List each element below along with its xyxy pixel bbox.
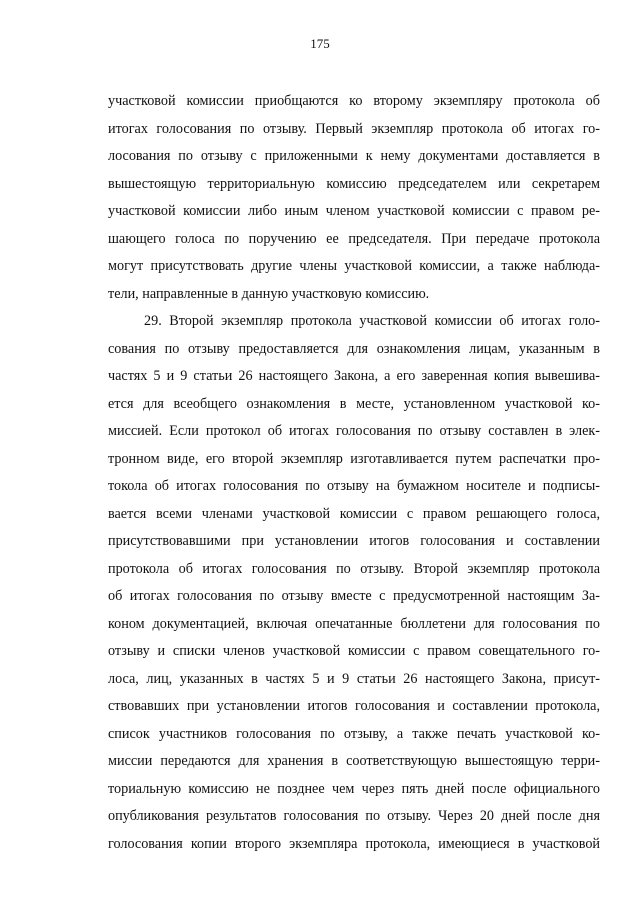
text-line: шающего голоса по поручению ее председателя. При передаче протокола: [108, 230, 600, 247]
text-line: лоса, лиц, указанных в частях 5 и 9 статьи 26 настоящего Закона, присут-: [108, 670, 600, 687]
text-line: голосования копии второго экземпляра протокола, имеющиеся в участковой: [108, 835, 600, 852]
text-line: отзыву и списки членов участковой комиссии с правом совещательного го-: [108, 643, 600, 659]
text-line: тронном виде, его второй экземпляр изготавливается путем распечатки про-: [108, 450, 600, 467]
text-line: вается всеми членами участковой комиссии с правом решающего голоса,: [108, 505, 600, 522]
text-line: сования по отзыву предоставляется для ознакомления лицам, указанным в: [108, 340, 600, 357]
text-line: миссии передаются для хранения в соответствующую вышестоящую терри-: [108, 753, 600, 769]
text-line: ствовавших при установлении итогов голосования и составлении протокола,: [108, 698, 600, 714]
text-line: присутствовавшими при установлении итогов голосования и составлении: [108, 533, 600, 549]
text-line: об итогах голосования по отзыву вместе с предусмотренной настоящим За-: [108, 588, 600, 604]
text-line: коном документацией, включая опечатанные бюллетени для голосования по: [108, 615, 600, 632]
document-body: [108, 88, 600, 858]
text-line: токола об итогах голосования по отзыву на бумажном носителе и подписы-: [108, 478, 600, 494]
text-line: участковой комиссии либо иным членом участковой комиссии с правом ре-: [108, 203, 600, 219]
text-line: протокола об итогах голосования по отзыву. Второй экземпляр протокола: [108, 560, 600, 577]
text-line: частях 5 и 9 статьи 26 настоящего Закона, а его заверенная копия вывешива-: [108, 368, 600, 384]
text-line: опубликования результатов голосования по отзыву. Через 20 дней после дня: [108, 808, 600, 824]
text-line: тели, направленные в данную участковую комиссию.: [108, 285, 430, 302]
text-line: ется для всеобщего ознакомления в месте, установленном участковой ко-: [108, 395, 600, 412]
paragraph-start-line: 29. Второй экземпляр протокола участковой комиссии об итогах голо-: [144, 313, 600, 329]
text-line: итогах голосования по отзыву. Первый экземпляр протокола об итогах го-: [108, 120, 600, 137]
page-number: 175: [310, 36, 330, 51]
text-line: вышестоящую территориальную комиссию председателем или секретарем: [108, 175, 600, 192]
text-line: лосования по отзыву с приложенными к нему документами доставляется в: [108, 148, 600, 164]
text-line: миссией. Если протокол об итогах голосования по отзыву составлен в элек-: [108, 423, 600, 439]
text-line: участковой комиссии приобщаются ко второму экземпляру протокола об: [108, 93, 600, 109]
text-line: список участников голосования по отзыву, а также печать участковой ко-: [108, 725, 600, 742]
text-line: ториальную комиссию не позднее чем через пять дней после официального: [108, 780, 600, 797]
text-line: могут присутствовать другие члены участковой комиссии, а также наблюда-: [108, 258, 600, 274]
